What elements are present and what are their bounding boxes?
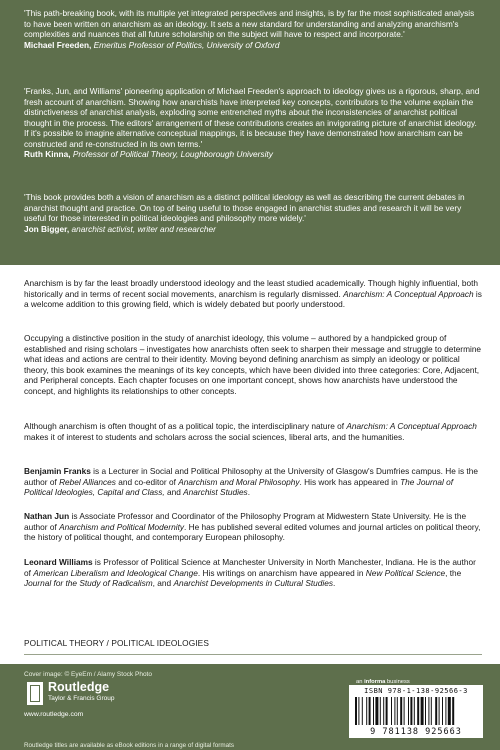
description-paragraph-1: Anarchism is by far the least broadly understood ideology and the least studied academically. Though highly influential, both historically and in terms of recent social movements, anarchism is regularly dismissed. Anarchism: A Conceptual Approach is a welcome addition to this growing field, which is widely debated but poorly understood. (24, 278, 482, 309)
subject-category: POLITICAL THEORY / POLITICAL IDEOLOGIES (24, 638, 209, 648)
cover-image-credit: Cover image: © EyeEm / Alamy Stock Photo (24, 671, 152, 678)
description-paragraph-2: Occupying a distinctive position in the study of anarchist ideology, this volume – authored by a handpicked group of established and rising scholars – investigates how anarchists often seek to sharpen their message and struggle to determine what ideas and actions are central to their identity. Moving beyond defining anarchism as simply an ideology or political theory, this book examines the meanings of its key concepts, which have been divided into three categories: Core, Adjacent, and Peripheral concepts. Each chapter focuses on one important concept, shows how anarchists have understood the concept, and highlights its relationships to other concepts. (24, 333, 482, 396)
isbn-text: ISBN 978-1-138-92566-3 (364, 687, 468, 695)
endorsement-attribution: Michael Freeden, Emeritus Professor of Politics, University of Oxford (24, 39, 280, 50)
endorsement-text: 'Franks, Jun, and Williams' pioneering application of Michael Freeden's approach to ideology gives us a rigorous, sharp, and fresh account of anarchism. Showing how anarchists have interpreted key concepts, contributors to the volume explain the distinctiveness of anarchist analysis, exploding some entrenched myths about the inconsistencies of anarchist political thought in the process. The editors' arrangement of these contributions creates an invigorating picture of anarchist ideology. If it's possible to imagine alternative conceptual mappings, it is because they have demonstrated how anarchism can be constructed and re-constructed in its own terms.' (24, 86, 480, 149)
bio-jun: Nathan Jun is Associate Professor and Coordinator of the Philosophy Program at Midwestern State University. He is the author of Anarchism and Political Modernity. He has published several edited volumes and journal articles on political theory, the history of political thought, and contemporary European philosophy. (24, 511, 481, 542)
endorsement-attribution: Jon Bigger, anarchist activist, writer and researcher (24, 223, 216, 234)
barcode-digits: 9 781138 925663 (370, 727, 462, 737)
ebook-note: Routledge titles are available as eBook editions in a range of digital formats (24, 742, 235, 749)
bio-williams: Leonard Williams is Professor of Political Science at Manchester University in North Manchester, Indiana. He is the author of American Liberalism and Ideological Change. His writings on anarchism have appeared in New Political Science, the Journal for the Study of Radicalism, and Anarchist Developments in Cultural Studies. (24, 557, 476, 588)
barcode-icon (355, 697, 477, 725)
description-paragraph-3: Although anarchism is often thought of as a political topic, the interdisciplinary nature of Anarchism: A Conceptual Approach makes it of interest to students and scholars across the social sciences, liberal arts, and the humanities. (24, 421, 477, 442)
routledge-logo-icon (27, 682, 43, 705)
publisher-group: Taylor & Francis Group (48, 695, 115, 702)
endorsement-bigger (24, 192, 482, 234)
endorsement-attribution: Ruth Kinna, Professor of Political Theory, Loughborough University (24, 149, 273, 159)
endorsement-text: 'This path-breaking book, with its multiple yet integrated perspectives and insights, is by far the most sophisticated analysis to have been written on anarchism as an ideology. It sets a new standard for understanding and analyzing anarchism's complexities and nuances that all future scholarship on the subject will have to respect and incorporate.' (24, 8, 475, 39)
endorsements-band (0, 0, 500, 265)
informa-business: an informa business (356, 679, 410, 685)
endorsement-kinna (24, 86, 482, 160)
publisher-name: Routledge (48, 680, 110, 694)
publisher-url: www.routledge.com (24, 711, 84, 718)
endorsement-text: 'This book provides both a vision of anarchism as a distinct political ideology as well as describing the current debates in anarchist thought and practice. On top of being useful to those engaged in anarchist studies and research it will be very useful for those interested in political ideologies and philosophy more widely.' (24, 192, 465, 223)
bio-franks: Benjamin Franks is a Lecturer in Social and Political Philosophy at the University of Glasgow's Dumfries campus. He is the author of Rebel Alliances and co-editor of Anarchism and Moral Philosophy. His work has appeared in The Journal of Political Ideologies, Capital and Class, and Anarchist Studies. (24, 466, 478, 497)
divider (24, 654, 482, 655)
endorsement-freeden (24, 8, 482, 50)
